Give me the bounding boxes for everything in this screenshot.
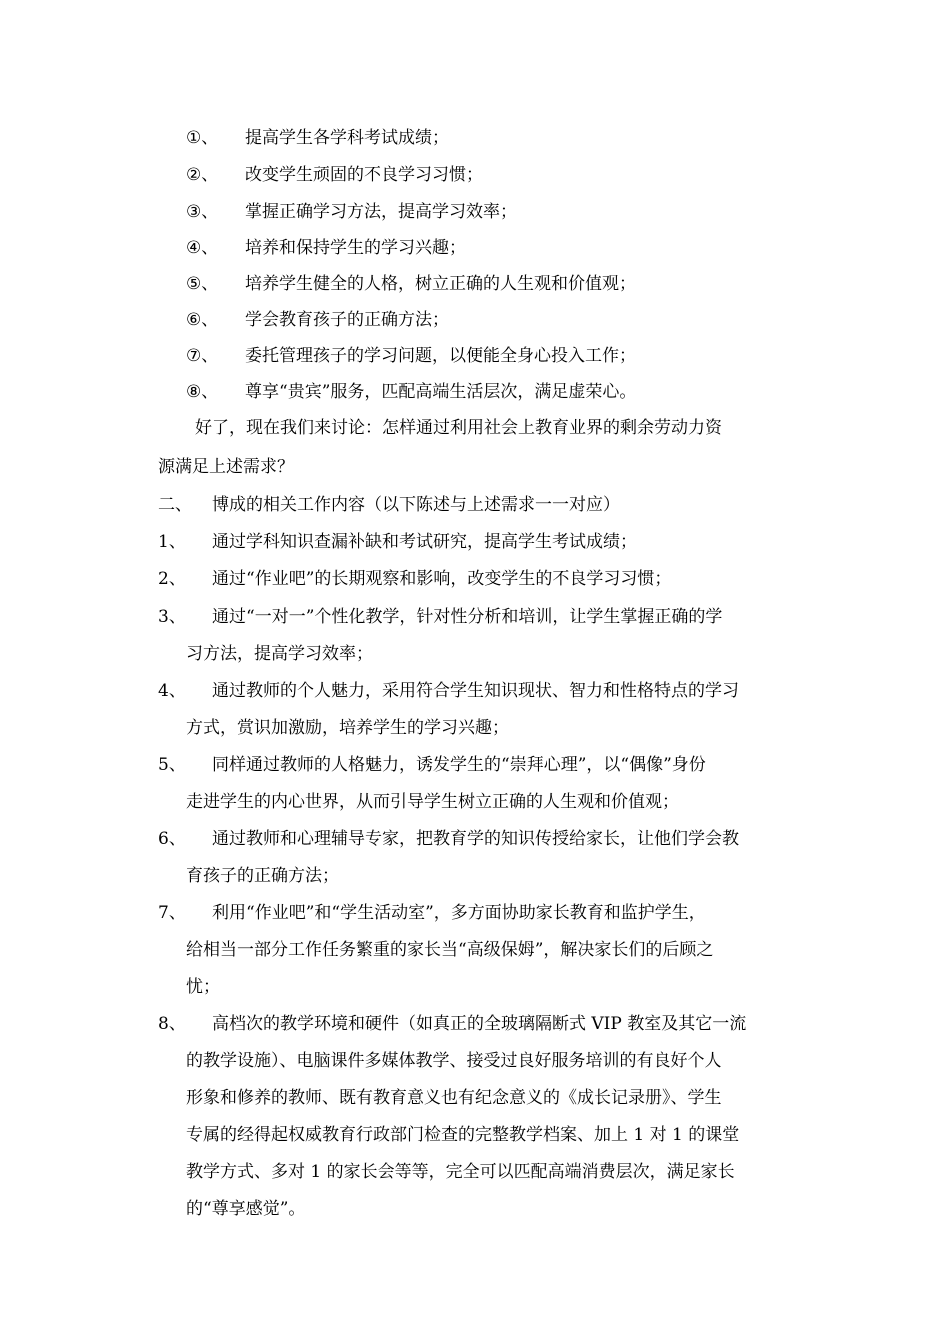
needs-marker: ④、 (186, 238, 219, 258)
work-text: 利用“作业吧”和“学生活动室”，多方面协助家长教育和监护学生， (212, 903, 706, 923)
work-text: 方式，赏识加激励，培养学生的学习兴趣； (186, 718, 509, 738)
work-text: 育孩子的正确方法； (186, 866, 339, 886)
work-marker: 7、 (158, 903, 186, 923)
work-marker: 1、 (158, 532, 186, 552)
needs-marker: ①、 (186, 128, 219, 148)
work-marker: 6、 (158, 829, 186, 849)
work-text: 通过“一对一”个性化教学，针对性分析和培训，让学生掌握正确的学 (212, 607, 723, 627)
work-marker: 3、 (158, 607, 186, 627)
needs-text: 掌握正确学习方法，提高学习效率； (245, 202, 517, 222)
needs-marker: ③、 (186, 202, 219, 222)
discussion-line: 好了，现在我们来讨论：怎样通过利用社会上教育业界的剩余劳动力资 (195, 418, 722, 438)
needs-marker: ⑧、 (186, 382, 219, 402)
work-marker: 8、 (158, 1014, 186, 1034)
work-text: 通过学科知识查漏补缺和考试研究，提高学生考试成绩； (212, 532, 637, 552)
work-text: 给相当一部分工作任务繁重的家长当“高级保姆”，解决家长们的后顾之 (186, 940, 714, 960)
work-text: 习方法，提高学习效率； (186, 644, 373, 664)
needs-marker: ②、 (186, 165, 219, 185)
needs-text: 学会教育孩子的正确方法； (245, 310, 449, 330)
needs-marker: ⑥、 (186, 310, 219, 330)
work-text: 高档次的教学环境和硬件（如真正的全玻璃隔断式 VIP 教室及其它一流 (212, 1014, 747, 1034)
needs-text: 培养和保持学生的学习兴趣； (245, 238, 466, 258)
work-text: 教学方式、多对 1 的家长会等等，完全可以匹配高端消费层次，满足家长 (186, 1162, 735, 1182)
work-text: 的教学设施）、电脑课件多媒体教学、接受过良好服务培训的有良好个人 (186, 1051, 722, 1071)
needs-text: 改变学生顽固的不良学习习惯； (245, 165, 483, 185)
work-text: 通过教师和心理辅导专家，把教育学的知识传授给家长，让他们学会教 (212, 829, 739, 849)
discussion-line: 源满足上述需求？ (158, 457, 294, 477)
work-marker: 5、 (158, 755, 186, 775)
work-text: 专属的经得起权威教育行政部门检查的完整教学档案、加上 1 对 1 的课堂 (186, 1125, 740, 1145)
section-title: 博成的相关工作内容（以下陈述与上述需求一一对应） (212, 495, 620, 515)
work-text: 忧； (186, 977, 220, 997)
work-text: 通过“作业吧”的长期观察和影响，改变学生的不良学习习惯； (212, 569, 672, 589)
work-text: 的“尊享感觉”。 (186, 1199, 306, 1219)
work-marker: 4、 (158, 681, 186, 701)
work-text: 走进学生的内心世界，从而引导学生树立正确的人生观和价值观； (186, 792, 679, 812)
work-text: 通过教师的个人魅力，采用符合学生知识现状、智力和性格特点的学习 (212, 681, 739, 701)
needs-marker: ⑤、 (186, 274, 219, 294)
section-marker: 二、 (158, 495, 192, 515)
needs-text: 培养学生健全的人格，树立正确的人生观和价值观； (245, 274, 636, 294)
needs-text: 委托管理孩子的学习问题，以便能全身心投入工作； (245, 346, 636, 366)
work-text: 同样通过教师的人格魅力，诱发学生的“崇拜心理”，以“偶像”身份 (212, 755, 706, 775)
work-text: 形象和修养的教师、既有教育意义也有纪念意义的《成长记录册》、学生 (186, 1088, 722, 1108)
work-marker: 2、 (158, 569, 186, 589)
needs-marker: ⑦、 (186, 346, 219, 366)
needs-text: 尊享“贵宾”服务，匹配高端生活层次，满足虚荣心。 (245, 382, 637, 402)
needs-text: 提高学生各学科考试成绩； (245, 128, 449, 148)
